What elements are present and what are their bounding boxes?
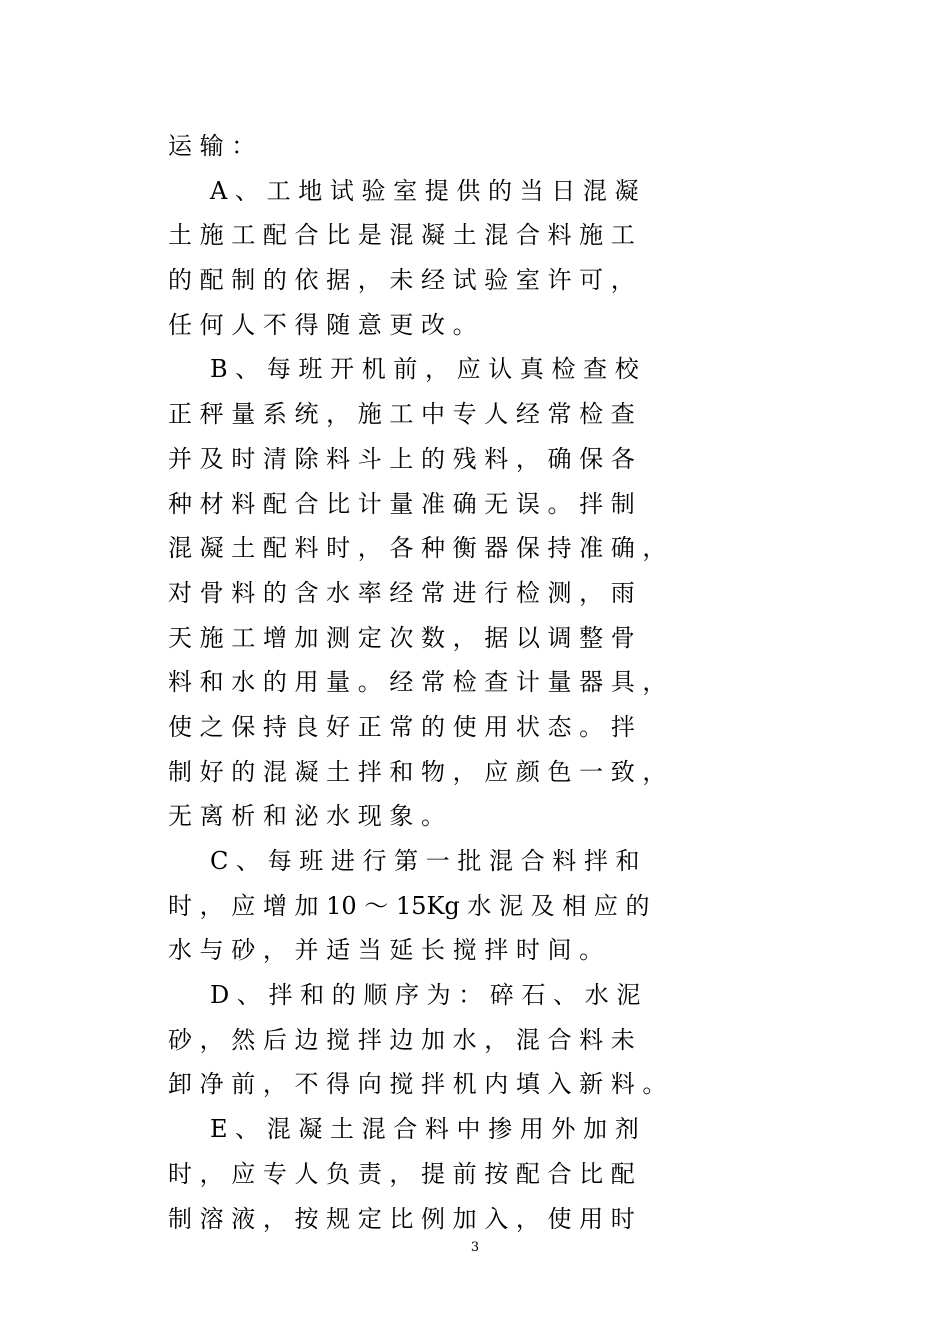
text-line: 并 及 时 清 除 料 斗 上 的 残 料 ， 确 保 各 (168, 444, 635, 473)
text-line: 时 ， 应 专 人 负 责 ， 提 前 按 配 合 比 配 (168, 1159, 635, 1188)
text-line: 运 输 ： (168, 132, 256, 160)
page-number: 3 (470, 1240, 480, 1255)
text-line: A 、 工 地 试 验 室 提 供 的 当 日 混 凝 (210, 176, 639, 205)
text-line: 卸 净 前 ， 不 得 向 搅 拌 机 内 填 入 新 料 。 (168, 1070, 667, 1099)
text-line: 料 和 水 的 用 量 。 经 常 检 查 计 量 器 具 ， (168, 668, 667, 697)
text-line: 混 凝 土 配 料 时 ， 各 种 衡 器 保 持 准 确 ， (168, 534, 667, 563)
text-line: 水 与 砂 ， 并 适 当 延 长 搅 拌 时 间 。 (168, 936, 604, 965)
text-line: D 、 拌 和 的 顺 序 为 ： 碎 石 、 水 泥 (210, 981, 641, 1010)
text-line: 的 配 制 的 依 据 ， 未 经 试 验 室 许 可 ， (168, 266, 635, 295)
text-line: 砂 ， 然 后 边 搅 拌 边 加 水 ， 混 合 料 未 (168, 1025, 635, 1054)
text-line: B 、 每 班 开 机 前 ， 应 认 真 检 查 校 (210, 355, 639, 384)
text-line: 时 ， 应 增 加 10 ～ 15Kg 水 泥 及 相 应 的 (168, 891, 650, 920)
text-line: 无 离 析 和 泌 水 现 象 。 (168, 802, 446, 831)
text-line: E 、 混 凝 土 混 合 料 中 掺 用 外 加 剂 (210, 1115, 639, 1144)
text-line: 种 材 料 配 合 比 计 量 准 确 无 误 。 拌 制 (168, 489, 635, 518)
text-line: 任 何 人 不 得 随 意 更 改 。 (168, 310, 477, 339)
text-line: 天 施 工 增 加 测 定 次 数 ， 据 以 调 整 骨 (168, 623, 635, 652)
document-body-text (168, 124, 888, 1241)
text-line: 制 溶 液 ， 按 规 定 比 例 加 入 ， 使 用 时 (168, 1204, 635, 1233)
text-line: 使 之 保 持 良 好 正 常 的 使 用 状 态 。 拌 (168, 712, 635, 741)
text-line: 对 骨 料 的 含 水 率 经 常 进 行 检 测 ， 雨 (168, 578, 635, 607)
text-line: C 、 每 班 进 行 第 一 批 混 合 料 拌 和 (210, 847, 640, 875)
text-line: 土 施 工 配 合 比 是 混 凝 土 混 合 料 施 工 (168, 221, 635, 250)
text-line: 制 好 的 混 凝 土 拌 和 物 ， 应 颜 色 一 致 ， (168, 757, 667, 786)
text-line: 正 秤 量 系 统 ， 施 工 中 专 人 经 常 检 查 (168, 400, 635, 429)
